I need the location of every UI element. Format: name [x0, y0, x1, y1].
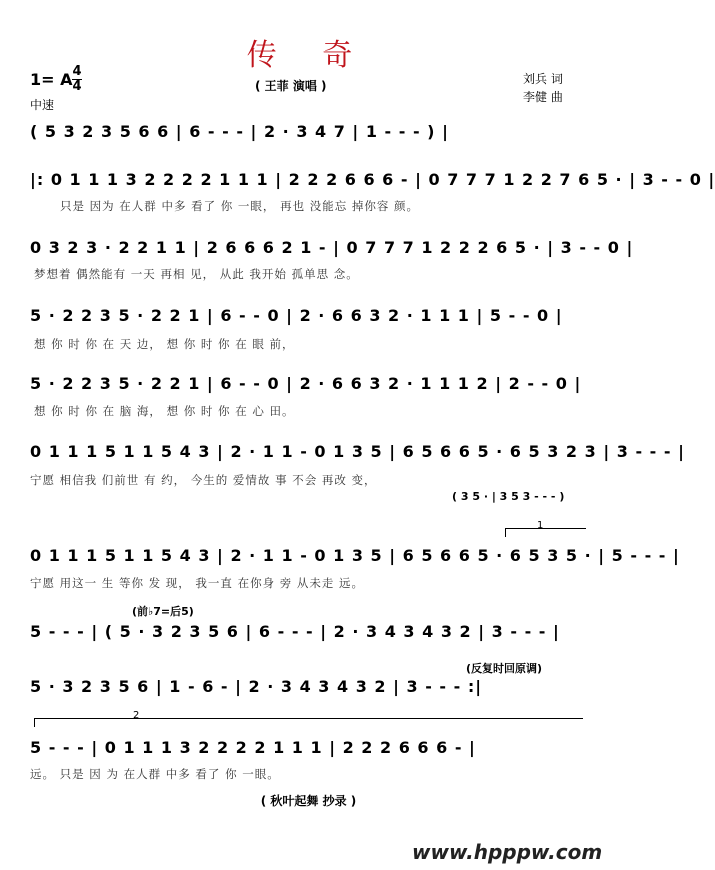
score-row-10: 5 - - - | 0 1 1 1 3 2 2 2 2 1 1 1 | 2 2 2 6 6 6 - | [30, 738, 476, 757]
score-row-1: ( 5 3 2 3 5 6 6 | 6 - - - | 2 · 3 4 7 | 1 - - - ) | [30, 122, 449, 141]
volta-number-2: 2 [133, 710, 140, 721]
song-title: 传 奇 [246, 38, 371, 73]
transcriber-credit: ( 秋叶起舞 抄录 ) [260, 794, 357, 808]
lyricist-credit: 刘兵 词 [523, 72, 563, 86]
score-row-5: 5 · 2 2 3 5 · 2 2 1 | 6 - - 0 | 2 · 6 6 3 2 · 1 1 1 2 | 2 - - 0 | [30, 374, 582, 393]
lyric-row-10: 远。 只是 因 为 在人群 中多 看了 你 一眼。 [30, 767, 280, 781]
composer-credit: 李健 曲 [523, 90, 563, 104]
website-watermark: www.hpppw.com [412, 840, 603, 864]
key-signature: 1= A [30, 70, 73, 89]
lyric-row-2: 只是 因为 在人群 中多 看了 你 一眼， 再也 没能忘 掉你容 颜。 [60, 199, 420, 213]
score-row-9: 5 · 3 2 3 5 6 | 1 - 6 - | 2 · 3 4 3 4 3 2 | 3 - - - :| [30, 677, 483, 696]
score-row-6: 0 1 1 1 5 1 1 5 4 3 | 2 · 1 1 - 0 1 3 5 | 6 5 6 6 5 · 6 5 3 2 3 | 3 - - - | [30, 442, 685, 461]
time-signature [72, 66, 82, 93]
tempo-marking: 中速 [30, 98, 55, 112]
meter-top: 4 [72, 64, 82, 79]
lyric-row-7: 宁愿 用这一 生 等你 发 现， 我一直 在你身 旁 从未走 远。 [30, 576, 365, 590]
volta-bracket-1 [505, 528, 586, 537]
score-row-2: |: 0 1 1 1 3 2 2 2 2 1 1 1 | 2 2 2 6 6 6 - | 0 7 7 7 1 2 2 7 6 5 · | 3 - - 0 | [30, 170, 715, 189]
score-row-7: 0 1 1 1 5 1 1 5 4 3 | 2 · 1 1 - 0 1 3 5 | 6 5 6 6 5 · 6 5 3 5 · | 5 - - - | [30, 546, 680, 565]
score-row-8: 5 - - - | ( 5 · 3 2 3 5 6 | 6 - - - | 2 · 3 4 3 4 3 2 | 3 - - - | [30, 622, 560, 641]
coda-bracket: ( 3 5 · | 3 5 3 - - - ) [452, 490, 565, 503]
lyric-row-4: 想 你 时 你 在 天 边， 想 你 时 你 在 眼 前， [34, 337, 295, 351]
meter-bottom: 4 [72, 79, 82, 94]
lyric-row-6: 宁愿 相信我 们前世 有 约， 今生的 爱情故 事 不会 再改 变， [30, 473, 377, 487]
repeat-key-note: (反复时回原调) [466, 662, 543, 675]
volta-bracket-2 [34, 718, 583, 727]
transposition-note: (前♭7=后5) [132, 605, 194, 618]
volta-number-1: 1 [537, 520, 544, 531]
score-row-3: 0 3 2 3 · 2 2 1 1 | 2 6 6 6 2 1 - | 0 7 7 7 1 2 2 2 6 5 · | 3 - - 0 | [30, 238, 634, 257]
singer-credit: ( 王菲 演唱 ) [255, 79, 327, 93]
lyric-row-3: 梦想着 偶然能有 一天 再相 见， 从此 我开始 孤单思 念。 [34, 267, 359, 281]
lyric-row-5: 想 你 时 你 在 脑 海， 想 你 时 你 在 心 田。 [34, 404, 295, 418]
score-row-4: 5 · 2 2 3 5 · 2 2 1 | 6 - - 0 | 2 · 6 6 3 2 · 1 1 1 | 5 - - 0 | [30, 306, 563, 325]
